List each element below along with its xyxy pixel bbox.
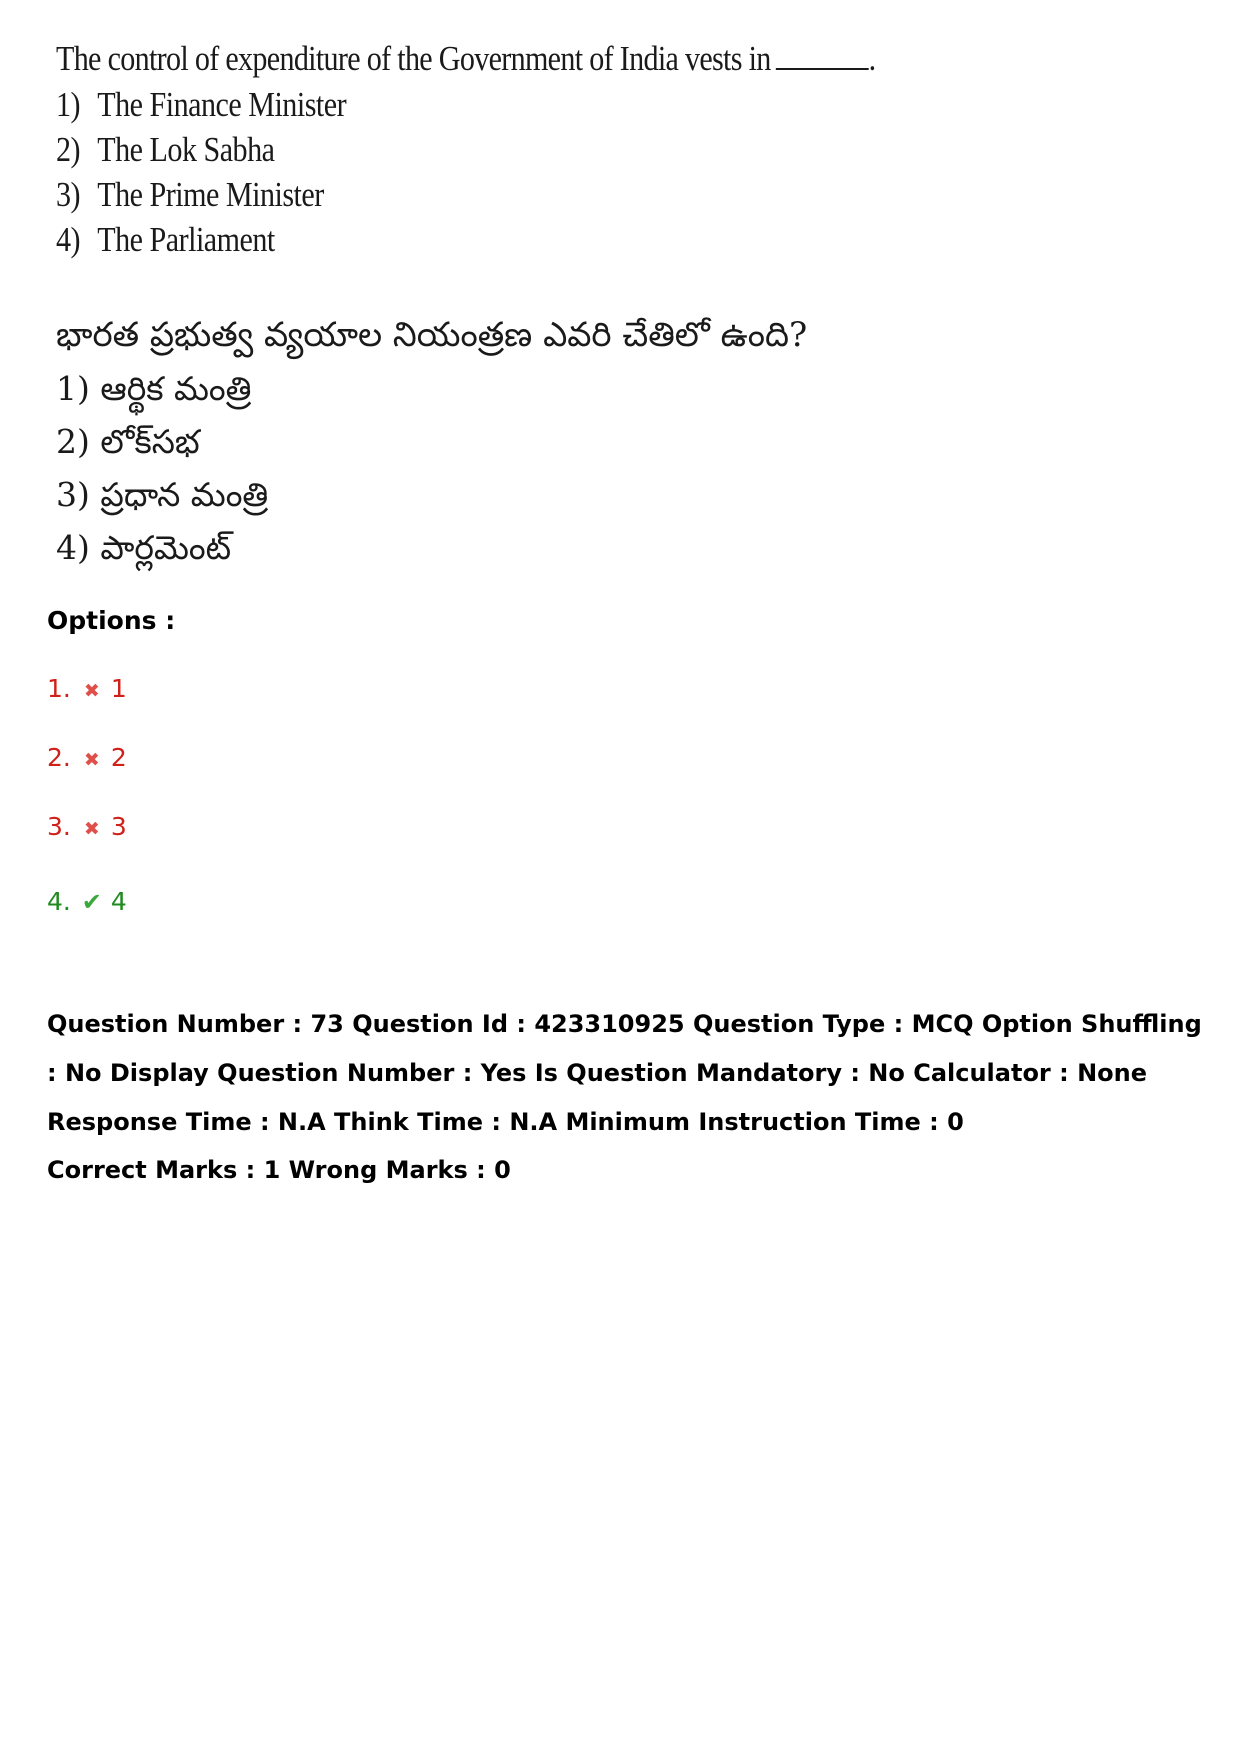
cross-icon: ✖ [83, 818, 100, 840]
question-option-english-1 [56, 82, 830, 127]
question-option-telugu-1: 1) ఆర్థిక మంత్రి [56, 369, 252, 408]
option-index: 4. [47, 887, 71, 916]
options-label: Options : [47, 606, 176, 635]
option-index: 1. [47, 674, 71, 703]
option-text: The Lok Sabha [97, 130, 275, 169]
cross-icon: ✖ [83, 680, 100, 702]
answer-option-1 [47, 672, 127, 708]
answer-option-4 [47, 885, 127, 919]
check-icon: ✔ [81, 888, 102, 916]
option-number: 2) [56, 130, 81, 169]
option-text: The Finance Minister [97, 85, 347, 124]
question-option-english-3 [56, 172, 830, 217]
question-option-telugu-4: 4) పార్లమెంట్ [56, 528, 232, 567]
option-text: The Parliament [97, 220, 275, 259]
option-value: 2 [110, 743, 127, 772]
answer-option-2 [47, 741, 127, 777]
question-stem-telugu: భారత ప్రభుత్వ వ్యయాల నియంత్రణ ఎవరి చేతిలో ఉంది? [56, 315, 808, 355]
option-number: 3) [56, 175, 81, 214]
question-stem-english [56, 36, 876, 82]
question-telugu [56, 308, 956, 574]
option-index: 3. [47, 812, 71, 841]
option-value: 4 [110, 887, 127, 916]
question-option-telugu-2: 2) లోక్‌సభ [56, 422, 200, 461]
answer-option-3 [47, 810, 127, 846]
cross-icon: ✖ [83, 749, 100, 771]
option-number: 4) [56, 220, 81, 259]
fill-blank [776, 38, 869, 70]
question-image [56, 36, 956, 574]
option-text: The Prime Minister [97, 175, 324, 214]
option-index: 2. [47, 743, 71, 772]
question-meta: Question Number : 73 Question Id : 423310925 Question Type : MCQ Option Shuffling : No Display Question Number : Yes Is Question Mandatory : No Calculator : None Response Time : N.A Think Time : N.A Minimum Instruction Time : 0 [47, 1010, 1202, 1136]
question-option-english-4 [56, 217, 830, 262]
question-option-telugu-3: 3) ప్రధాన మంత్రి [56, 475, 269, 514]
question-stem-end: . [868, 39, 876, 78]
question-stem-text: The control of expenditure of the Government of India vests in [56, 39, 771, 78]
question-option-english-2 [56, 127, 830, 172]
option-number: 1) [56, 85, 81, 124]
option-value: 3 [110, 812, 127, 841]
marks-info: Correct Marks : 1 Wrong Marks : 0 [47, 1156, 511, 1184]
option-value: 1 [110, 674, 127, 703]
